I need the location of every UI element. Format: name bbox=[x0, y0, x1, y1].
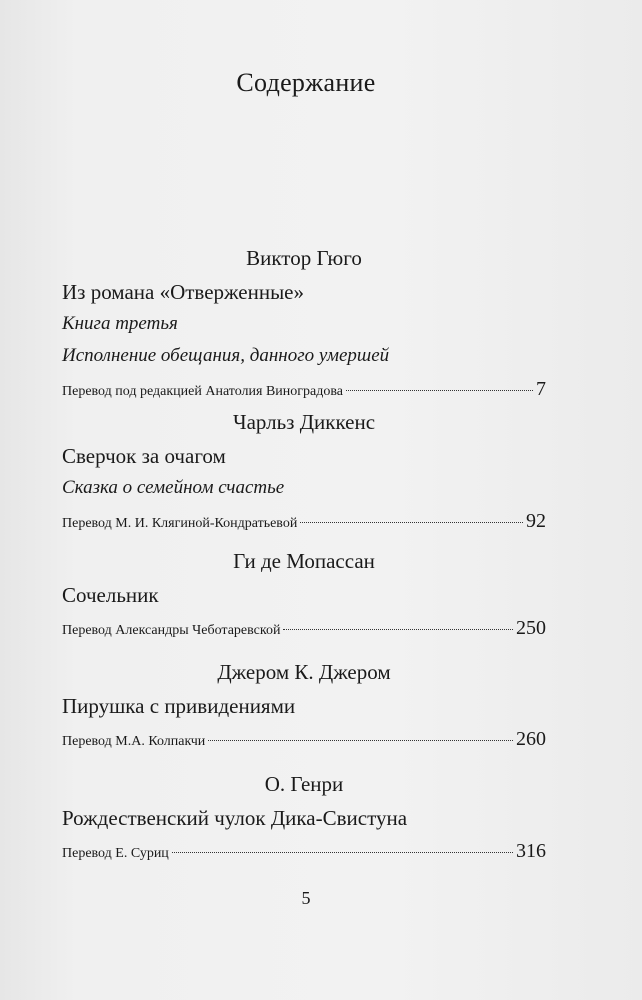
toc-entry[interactable] bbox=[62, 374, 546, 404]
work-subtitle: Книга третья bbox=[62, 313, 178, 334]
toc-entry[interactable] bbox=[62, 836, 546, 866]
author-name: Виктор Гюго bbox=[246, 246, 362, 270]
translator-credit: Перевод под редакцией Анатолия Виноградова bbox=[62, 384, 344, 399]
author-name: Ги де Мопассан bbox=[233, 549, 375, 573]
toc-section-maupassant bbox=[62, 547, 546, 643]
dot-leader bbox=[300, 522, 523, 523]
work-title: Из романа «Отверженные» bbox=[62, 280, 305, 304]
toc-entry[interactable] bbox=[62, 613, 546, 643]
page-number: 92 bbox=[526, 510, 546, 532]
translator-credit: Перевод Е. Суриц bbox=[62, 846, 169, 861]
page-number: 316 bbox=[516, 840, 546, 862]
author-name: Джером К. Джером bbox=[217, 660, 391, 684]
translator-credit: Перевод М.А. Колпакчи bbox=[62, 734, 206, 749]
author-name: О. Генри bbox=[264, 772, 344, 796]
toc-section-jerome bbox=[62, 658, 546, 754]
work-title: Сверчок за очагом bbox=[62, 444, 226, 468]
work-title: Сочельник bbox=[62, 583, 159, 607]
translator-credit: Перевод Александры Чеботаревской bbox=[62, 623, 281, 638]
toc-title: Содержание bbox=[236, 68, 376, 97]
toc-section-hugo bbox=[62, 244, 546, 404]
page-folio: 5 bbox=[301, 888, 311, 908]
toc-section-o-henry bbox=[62, 770, 546, 866]
work-title: Рождественский чулок Дика-Свистуна bbox=[62, 806, 408, 830]
page-number: 250 bbox=[516, 617, 546, 639]
work-subtitle: Исполнение обещания, данного умершей bbox=[62, 345, 390, 366]
toc-entry[interactable] bbox=[62, 506, 546, 536]
translator-credit: Перевод М. И. Клягиной-Кондратьевой bbox=[62, 516, 298, 531]
author-name: Чарльз Диккенс bbox=[232, 410, 376, 434]
page-number: 260 bbox=[516, 728, 546, 750]
toc-section-dickens bbox=[62, 408, 546, 536]
dot-leader bbox=[283, 629, 513, 630]
dot-leader bbox=[172, 852, 513, 853]
dot-leader bbox=[346, 390, 533, 391]
toc-entry[interactable] bbox=[62, 724, 546, 754]
dot-leader bbox=[208, 740, 513, 741]
work-subtitle: Сказка о семейном счастье bbox=[62, 477, 285, 498]
page-number: 7 bbox=[536, 378, 546, 400]
work-title: Пирушка с привидениями bbox=[62, 694, 296, 718]
